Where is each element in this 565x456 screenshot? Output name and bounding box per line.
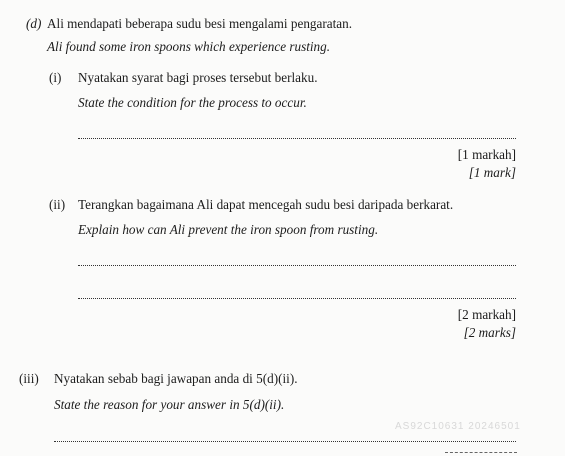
part-iii-label: (iii): [19, 371, 39, 386]
part-ii-marks-malay: [2 markah]: [457, 307, 516, 322]
answer-line-i[interactable]: [78, 138, 516, 139]
part-iii-english: State the reason for your answer in 5(d)(ii).: [54, 397, 285, 412]
part-i-marks-malay: [1 markah]: [457, 147, 516, 162]
part-i-english: State the condition for the process to occur.: [78, 95, 307, 110]
part-iii-malay: Nyatakan sebab bagi jawapan anda di 5(d)(ii).: [54, 371, 298, 386]
part-i-marks-english: [1 mark]: [468, 165, 516, 180]
question-d-malay: Ali mendapati beberapa sudu besi mengalami pengaratan.: [47, 16, 353, 31]
answer-line-iii[interactable]: [54, 441, 516, 442]
part-i-label: (i): [49, 70, 62, 85]
part-ii-english: Explain how can Ali prevent the iron spoon from rusting.: [78, 222, 379, 237]
answer-line-ii-2[interactable]: [78, 298, 516, 299]
watermark: AS92C10631 20246501: [395, 421, 521, 432]
question-d-english: Ali found some iron spoons which experience rusting.: [47, 39, 331, 54]
part-ii-malay: Terangkan bagaimana Ali dapat mencegah sudu besi daripada berkarat.: [78, 197, 454, 212]
part-ii-marks-english: [2 marks]: [463, 325, 516, 340]
answer-line-ii-1[interactable]: [78, 265, 516, 266]
cut-off-marks: [445, 452, 517, 453]
part-ii-label: (ii): [49, 197, 66, 212]
question-d-label: (d): [26, 16, 42, 31]
part-i-malay: Nyatakan syarat bagi proses tersebut berlaku.: [78, 70, 318, 85]
